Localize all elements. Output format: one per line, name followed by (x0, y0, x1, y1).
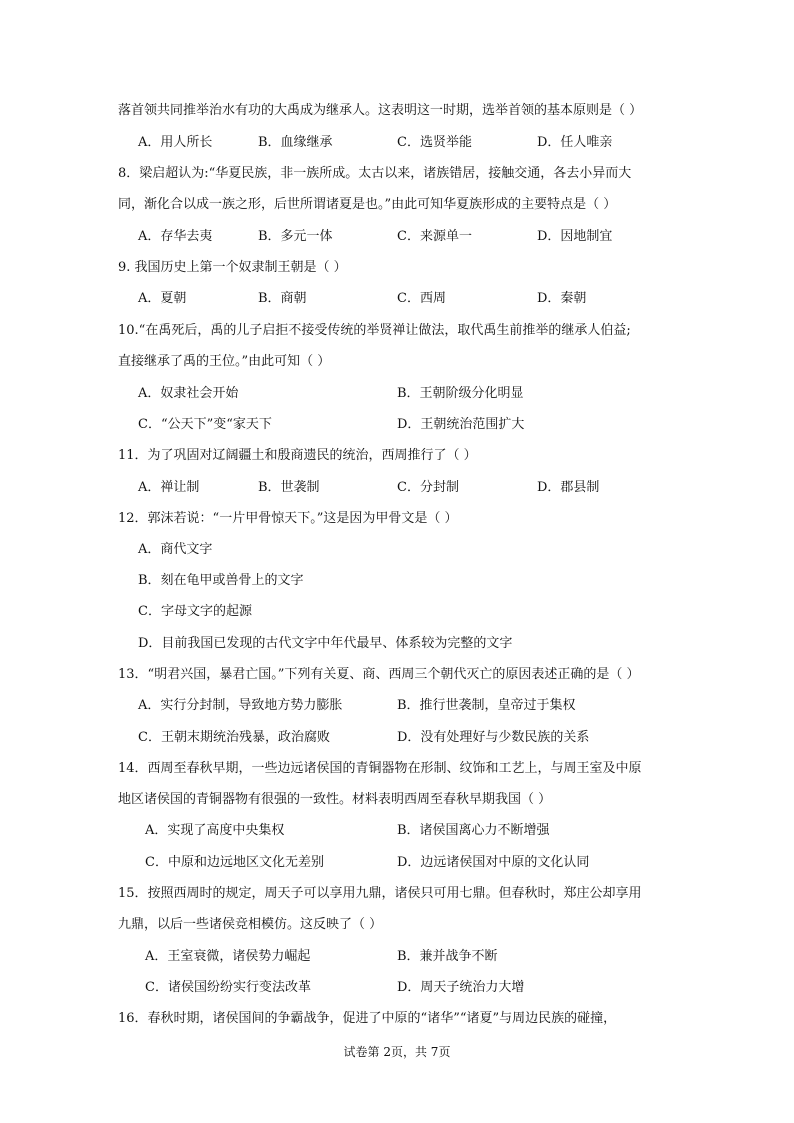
q12-option-b: B．刻在龟甲或兽骨上的文字 (138, 573, 304, 588)
q10-stem-line2: 直接继承了禹的王位。”由此可知（ ） (118, 354, 331, 369)
q8-option-c: C．来源单一 (397, 229, 472, 244)
q11-option-c: C．分封制 (397, 480, 459, 495)
q10-option-b: B．王朝阶级分化明显 (397, 386, 524, 401)
q10-option-d: D．王朝统治范围扩大 (397, 417, 525, 432)
q8-stem-line1: 8．梁启超认为:“华夏民族，非一族所成。太古以来，诸族错居，接触交通，各去小异而大 (118, 166, 632, 181)
q15-option-d: D．周天子统治力大增 (397, 980, 525, 995)
q15-option-a: A．王室衰微，诸侯势力崛起 (145, 949, 311, 964)
q9-option-a: A．夏朝 (138, 291, 187, 306)
q11-option-b: B．世袭制 (258, 480, 320, 495)
q7-option-a: A．用人所长 (138, 135, 213, 150)
q13-stem: 13．“明君兴国，暴君亡国。”下列有关夏、商、西周三个朝代灭亡的原因表述正确的是（ ） (118, 667, 640, 682)
q7-option-d: D．任人唯亲 (537, 135, 613, 150)
q12-stem: 12．郭沫若说：“一片甲骨惊天下。”这是因为甲骨文是（ ） (118, 511, 458, 526)
q13-option-a: A．实行分封制，导致地方势力膨胀 (138, 698, 343, 713)
q9-option-b: B．商朝 (258, 291, 307, 306)
q9-option-d: D．秦朝 (537, 291, 587, 306)
q14-stem-line2: 地区诸侯国的青铜器物有很强的一致性。材料表明西周至春秋早期我国（ ） (118, 792, 552, 807)
q13-option-b: B．推行世袭制，皇帝过于集权 (397, 698, 576, 713)
q11-option-a: A．禅让制 (138, 480, 200, 495)
q9-stem: 9. 我国历史上第一个奴隶制王朝是（ ） (118, 260, 347, 275)
q15-option-b: B．兼并战争不断 (397, 949, 498, 964)
q11-option-d: D．郡县制 (537, 480, 600, 495)
q16-stem-line1: 16．春秋时期，诸侯国间的争霸战争，促进了中原的“诸华”“诸夏”与周边民族的碰撞， (118, 1011, 617, 1026)
q14-option-d: D．边远诸侯国对中原的文化认同 (397, 855, 590, 870)
q10-option-a: A．奴隶社会开始 (138, 386, 239, 401)
q13-option-d: D．没有处理好与少数民族的关系 (397, 730, 590, 745)
q7-option-b: B．血缘继承 (258, 135, 333, 150)
q14-option-a: A．实现了高度中央集权 (145, 823, 285, 838)
q14-option-c: C．中原和边远地区文化无差别 (145, 855, 324, 870)
q8-option-a: A．存华去夷 (138, 229, 213, 244)
q10-option-c: C．“公天下”变“家天下 (138, 417, 272, 432)
q12-option-a: A．商代文字 (138, 542, 213, 557)
q7-stem-continued: 落首领共同推举治水有功的大禹成为继承人。这表明这一时期，选举首领的基本原则是（ ） (118, 103, 643, 118)
q8-option-b: B．多元一体 (258, 229, 333, 244)
q13-option-c: C．王朝末期统治残暴，政治腐败 (138, 730, 330, 745)
q7-option-c: C．选贤举能 (397, 135, 472, 150)
q9-option-c: C．西周 (397, 291, 446, 306)
q11-stem: 11．为了巩固对辽阔疆土和殷商遗民的统治，西周推行了（ ） (118, 448, 477, 463)
page-footer: 试卷第 2页，共 7页 (343, 1045, 451, 1059)
q8-stem-line2: 同，渐化合以成一族之形，后世所谓诸夏是也。”由此可知华夏族形成的主要特点是（ ） (118, 197, 617, 212)
q15-option-c: C．诸侯国纷纷实行变法改革 (145, 980, 311, 995)
q12-option-d: D．目前我国已发现的古代文字中年代最早、体系较为完整的文字 (138, 636, 513, 651)
q14-option-b: B．诸侯国离心力不断增强 (397, 823, 550, 838)
q8-option-d: D．因地制宜 (537, 229, 613, 244)
q14-stem-line1: 14．西周至春秋早期，一些边远诸侯国的青铜器物在形制、纹饰和工艺上，与周王室及中原 (118, 761, 642, 776)
q15-stem-line2: 九鼎，以后一些诸侯竞相模仿。这反映了（ ） (118, 917, 383, 932)
q15-stem-line1: 15．按照西周时的规定，周天子可以享用九鼎，诸侯只可用七鼎。但春秋时，郑庄公却享用 (118, 886, 642, 901)
q10-stem-line1: 10.“在禹死后，禹的儿子启拒不接受传统的举贤禅让做法，取代禹生前推举的继承人伯益; (118, 323, 631, 338)
q12-option-c: C．字母文字的起源 (138, 604, 252, 619)
